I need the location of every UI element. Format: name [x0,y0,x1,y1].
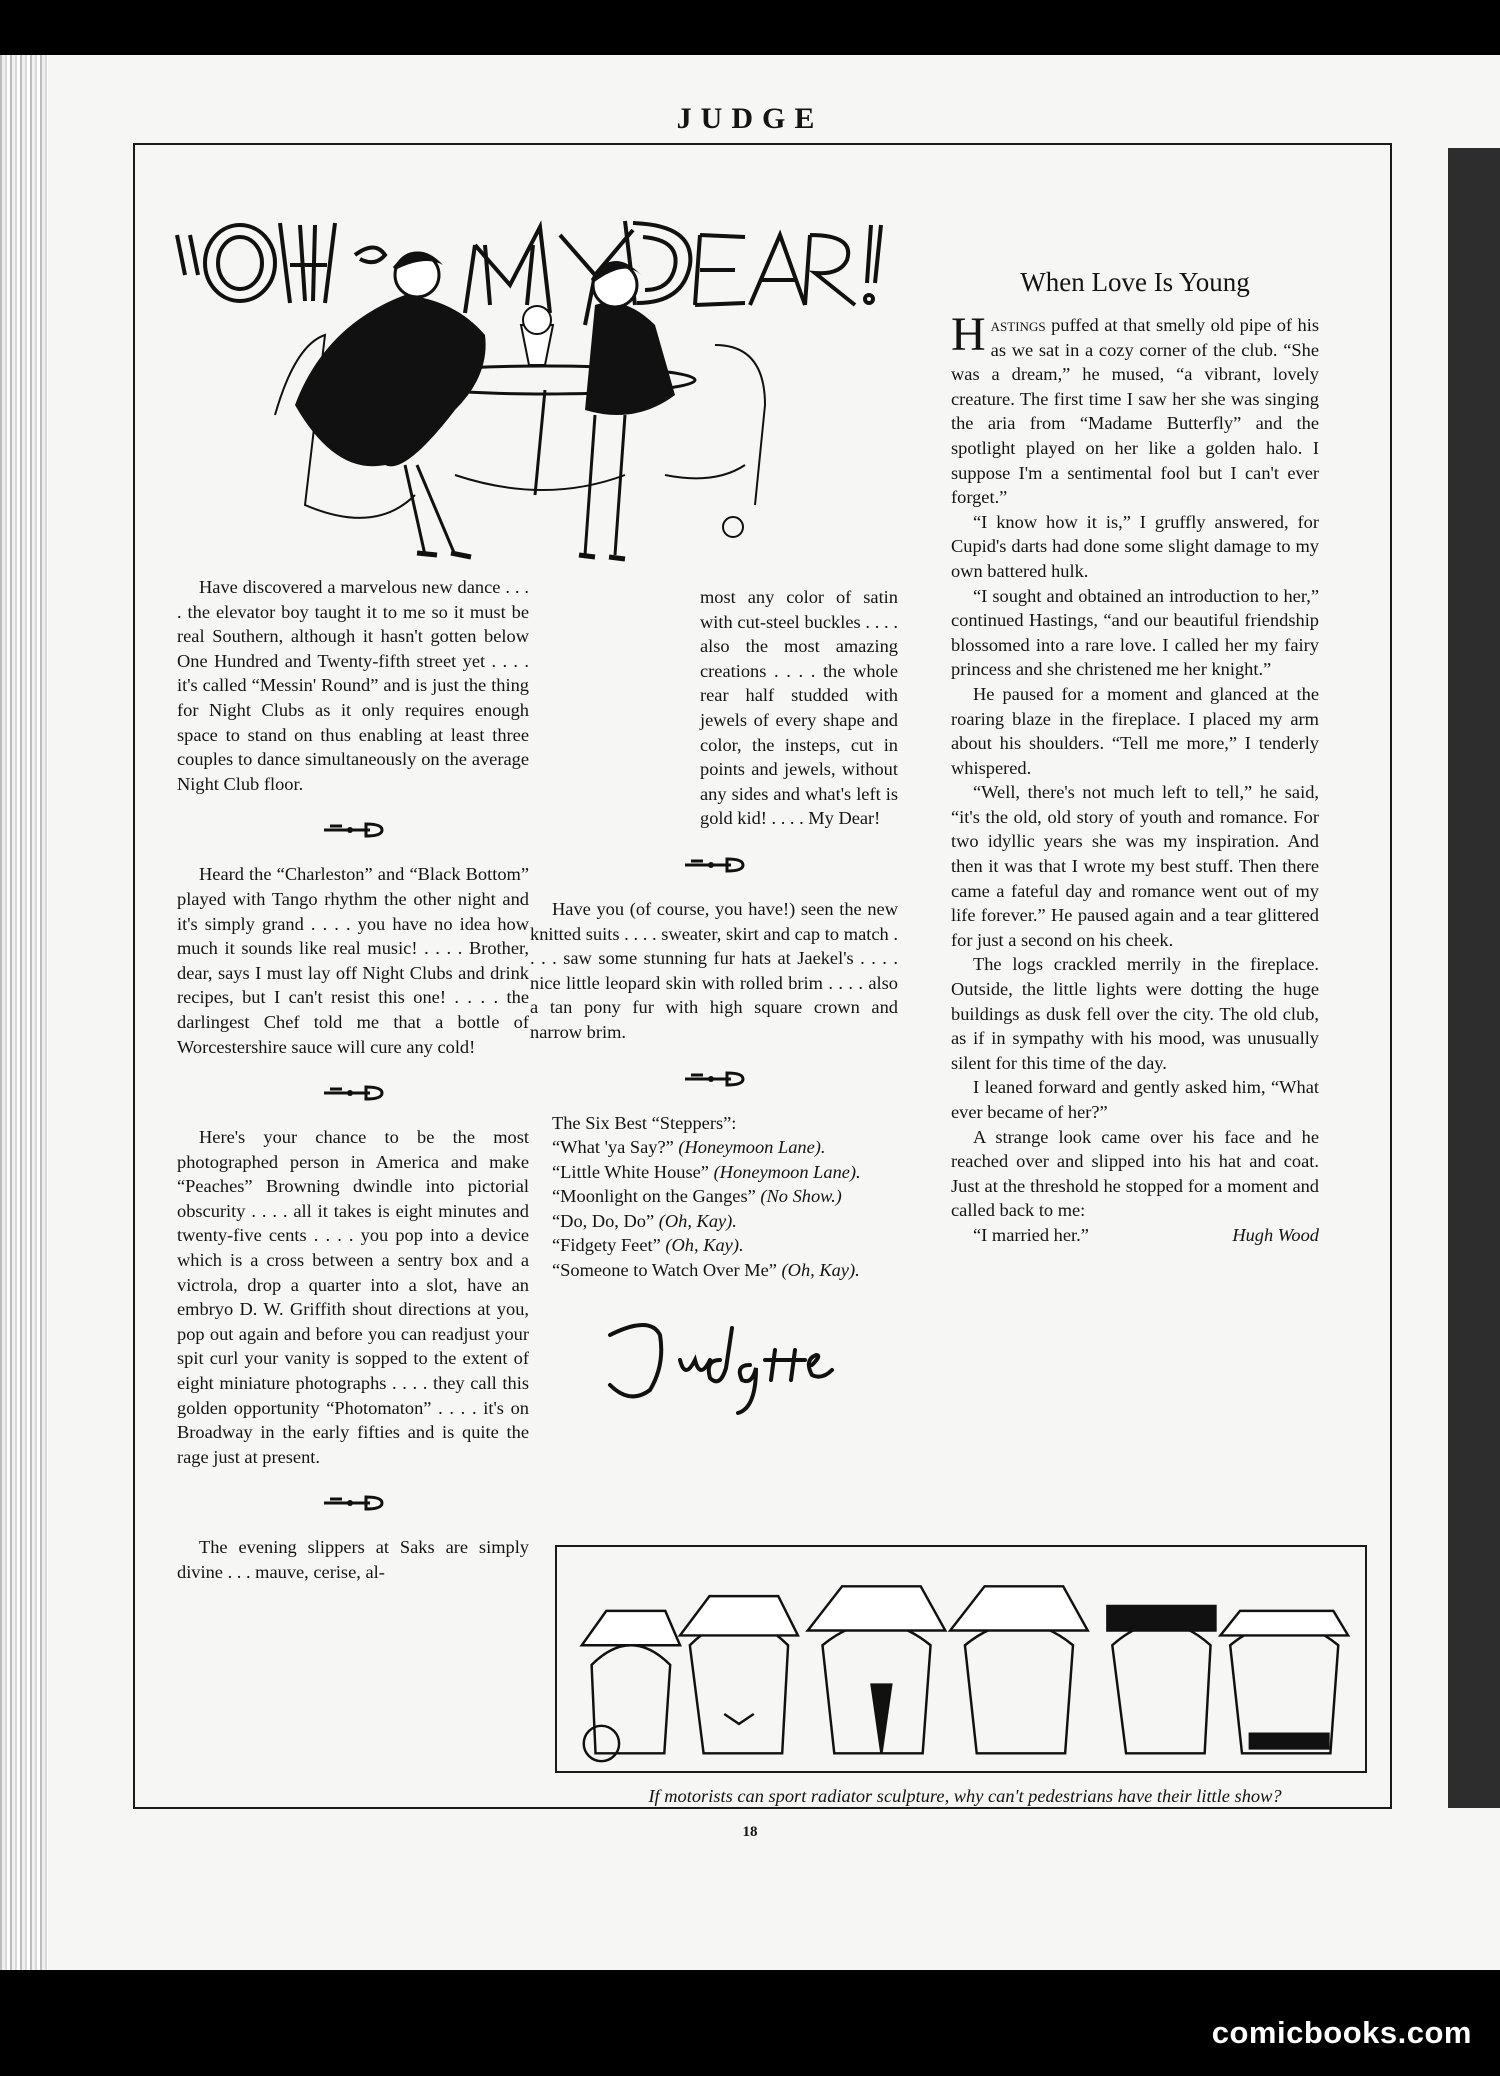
pipe-ornament-icon [320,1081,386,1103]
song-title: “What 'ya Say?” [552,1137,674,1158]
show-title: (Oh, Kay). [781,1260,860,1281]
song-title: “Do, Do, Do” [552,1210,655,1231]
paragraph: Heard the “Charleston” and “Black Bottom” played with Tango rhythm the other night and it's simply grand . . . . you have no idea how much it sounds like real music! . . . . Brother, dear, says I must lay off Night Clubs and drink recipes, but I can't resist this one! . . . . the darlingest Chef told me that a bottle of Worcestershire sauce will cure any cold! [177,864,529,1057]
paragraph: The evening slippers at Saks are simply divine . . . mauve, cerise, al- [177,1537,529,1582]
pipe-ornament-icon [320,1491,386,1513]
list-item [530,1135,898,1160]
paragraph: “Well, there's not much left to tell,” he said, “it's the old, old story of youth and romance. For two idyllic years she was my inspiration. And then it was that I wrote my best stuff. Then there came a fateful day and romance went out of my life forever.” He paused again and a tear glittered for just a second on his cheek. [951,782,1319,950]
first-word: astings [990,315,1046,335]
story-title: When Love Is Young [1020,267,1250,297]
closing-quote: “I married her.” [973,1224,1089,1245]
cartoon-caption: If motorists can sport radiator sculpture, why can't pedestrians have their little show? [648,1786,1282,1806]
running-head: JUDGE [676,102,824,135]
show-title: (Honeymoon Lane). [713,1161,861,1182]
story-first-paragraph [951,308,1319,510]
paragraph: Have you (of course, you have!) seen the new knitted suits . . . . sweater, skirt and cap to match . . . . saw some stunning fur hats at Jaekel's . . . . nice little leopard skin with rolled brim . . . . also a tan pony fur with high square crown and narrow brim. [530,898,898,1042]
paragraph: Here's your chance to be the most photographed person in America and make “Peaches” Browning dwindle into pictorial obscurity . . . . all it takes is eight minutes and twenty-five cents . . . . you pop into a device which is a cross between a sentry box and a victrola, drop a quarter into a slot, have an embryo D. W. Griffith shout directions at you, pop out again and before you can readjust your spit curl your vanity is sopped to the extent of eight miniature photographs . . . . they call this golden opportunity “Photomaton” . . . . it's on Broadway in the early fifties and is quite the rage just at present. [177,1127,529,1467]
drop-cap: H [951,308,986,361]
story-column [951,265,1319,1248]
paragraph: He paused for a moment and glanced at the roaring blaze in the fireplace. I placed my arm about his shoulders. “Tell me more,” I tenderly whispered. [951,683,1319,778]
paragraph: “I sought and obtained an introduction to her,” continued Hastings, “and our beautiful friendship blossomed into a rare love. I called her my fairy princess and she christened me her knight.” [951,585,1319,680]
six-best-steppers-list [530,1111,898,1283]
show-title: (Honeymoon Lane). [678,1137,826,1158]
byline: Hugh Wood [1232,1224,1319,1245]
page-number: 18 [742,1824,758,1840]
list-item [530,1209,898,1234]
song-title: “Moonlight on the Ganges” [552,1186,756,1207]
pipe-ornament-icon [681,853,747,875]
facing-page-edge [1448,148,1500,1808]
list-item [530,1233,898,1258]
list-item [530,1258,898,1283]
paragraph: A strange look came over his face and he reached over and slipped into his hat and coat. Just at the threshold he stopped for a moment and called back to me: [951,1126,1319,1221]
show-title: (No Show.) [760,1186,842,1207]
judgette-signature [590,1305,860,1415]
list-item [530,1184,898,1209]
oh-my-dear-illustration [155,175,925,575]
paragraph-text: puffed at that smelly old pipe of his as we sat in a cozy corner of the club. “She was a dream,” he mused, “a vibrant, lovely creature. The first time I saw her she was singing the aria from “Madame Butterfly” and the spotlight played on her like a golden halo. I suppose I'm a sentimental fool but I can't ever forget.” [951,315,1319,508]
closing-line [951,1223,1319,1248]
show-title: (Oh, Kay). [665,1235,744,1256]
left-column [177,575,529,1585]
paragraph: I leaned forward and gently asked him, “What ever became of her?” [951,1077,1319,1122]
paragraph: The logs crackled merrily in the fireplace. Outside, the little lights were dotting the huge buildings as dusk fell over the city. The old club, as if in sympathy with his mood, was unusually silent for this time of the day. [951,954,1319,1073]
book-binding-edge [0,55,48,1970]
paragraph: “I know how it is,” I gruffly answered, for Cupid's darts had done some slight damage to my own battered hulk. [951,511,1319,581]
song-title: “Little White House” [552,1161,709,1182]
song-title: “Someone to Watch Over Me” [552,1260,777,1281]
song-title: “Fidgety Feet” [552,1235,661,1256]
middle-column [530,585,898,1415]
paragraph: Have discovered a marvelous new dance . . . . the elevator boy taught it to me so it must be real Southern, although it hasn't gotten below One Hundred and Twenty-fifth street yet . . . . it's called “Messin' Round” and is just the thing for Night Clubs as it only requires enough space to stand on thus enabling at least three couples to dance simultaneously on the average Night Club floor. [177,577,529,794]
pipe-ornament-icon [681,1067,747,1089]
paragraph: most any color of satin with cut-steel buckles . . . . also the most amazing creations . . . . the whole rear half studded with jewels of every shape and color, the insteps, cut in points and jewels, without any sides and what's left is gold kid! . . . . My Dear! [700,587,898,829]
pipe-ornament-icon [320,818,386,840]
magazine-page [0,55,1500,1970]
list-heading: The Six Best “Steppers”: [552,1112,737,1133]
pedestrians-cartoon [555,1545,1367,1773]
show-title: (Oh, Kay). [658,1210,737,1231]
article-frame [133,143,1392,1809]
site-watermark: comicbooks.com [1211,2015,1472,2050]
list-item [530,1160,898,1185]
